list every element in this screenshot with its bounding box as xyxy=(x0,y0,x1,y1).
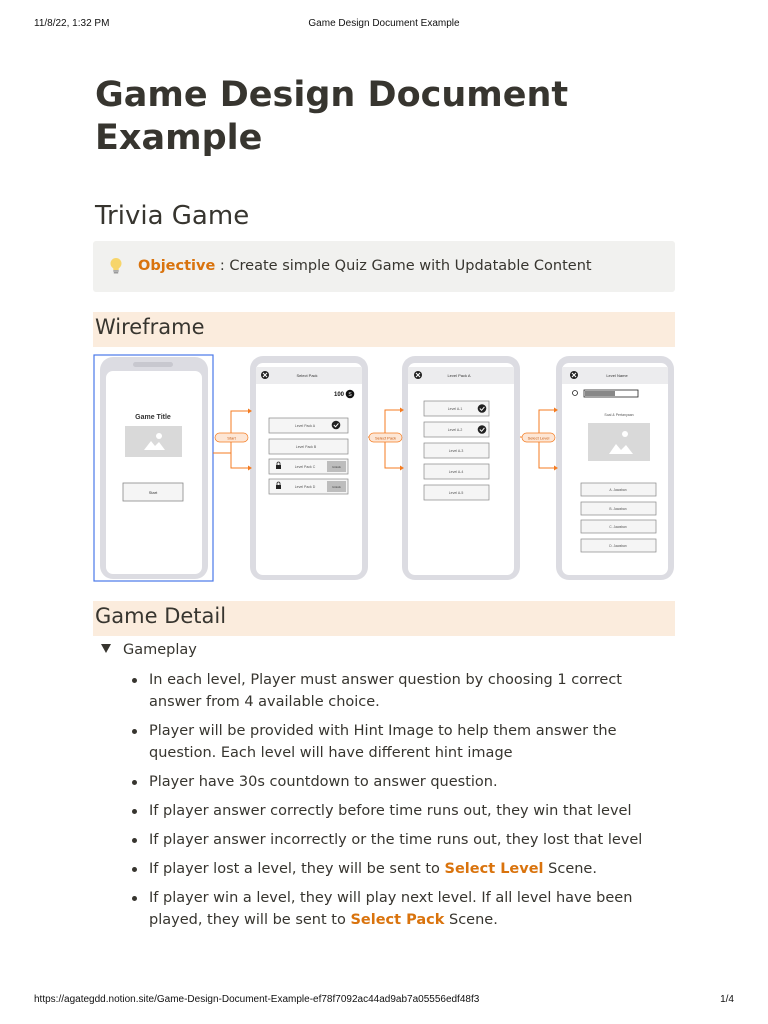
wf-game-title: Game Title xyxy=(135,414,171,421)
svg-text:Level Pack B: Level Pack B xyxy=(295,445,317,449)
svg-text:Select Level: Select Level xyxy=(527,435,550,441)
select-level-link[interactable]: Select Level xyxy=(444,861,544,877)
page-title: Game Design Document Example xyxy=(95,75,569,158)
wf-arrow-label-select-level xyxy=(522,433,555,442)
svg-text:100: 100 xyxy=(333,392,345,398)
svg-text:D. Jawaban: D. Jawaban xyxy=(609,544,627,548)
svg-text:Level A-5: Level A-5 xyxy=(448,491,464,495)
wireframe-screen-select-pack xyxy=(250,356,368,580)
list-item: In each level, Player must answer question by choosing 1 correct answer from 4 available choice. xyxy=(129,669,669,713)
gameplay-toggle-label: Gameplay xyxy=(123,642,197,658)
svg-text:Select Pack: Select Pack xyxy=(296,373,318,378)
heading-trivia-game: Trivia Game xyxy=(95,201,250,231)
triangle-down-icon[interactable] xyxy=(101,644,111,653)
svg-text:S: S xyxy=(348,392,352,398)
wireframe-screen-title xyxy=(94,355,213,581)
svg-text:Level Pack C: Level Pack C xyxy=(294,465,316,469)
svg-text:Start: Start xyxy=(227,435,236,441)
wf-arrow-label-start xyxy=(215,433,248,442)
list-item: If player win a level, they will play next level. If all level have been played, they will be sent to Select Pack Scene. xyxy=(129,887,669,931)
wireframe-screen-level-pack xyxy=(402,356,520,580)
list-item: If player lost a level, they will be sent to Select Level Scene. xyxy=(129,858,669,880)
list-item: Player have 30s countdown to answer question. xyxy=(129,771,669,793)
list-item: If player answer correctly before time runs out, they win that level xyxy=(129,800,669,822)
wf-arrow-label-select-pack xyxy=(369,433,402,442)
wireframe-screen-level xyxy=(556,356,674,580)
svg-text:Level Pack D: Level Pack D xyxy=(294,485,316,489)
svg-text:Soal & Pertanyaan: Soal & Pertanyaan xyxy=(604,413,634,417)
section-game-detail xyxy=(93,601,675,636)
select-pack-link[interactable]: Select Pack xyxy=(350,912,445,928)
gameplay-toggle[interactable] xyxy=(101,642,197,658)
gameplay-list xyxy=(129,669,669,938)
print-footer xyxy=(0,994,768,1008)
svg-text:B. Jawaban: B. Jawaban xyxy=(609,507,627,511)
svg-text:C. Jawaban: C. Jawaban xyxy=(609,525,627,529)
svg-text:Unlock: Unlock xyxy=(332,485,341,489)
svg-text:Select Pack: Select Pack xyxy=(374,435,397,441)
callout-body: : Create simple Quiz Game with Updatable Content xyxy=(215,258,592,274)
svg-text:Level A-4: Level A-4 xyxy=(448,470,464,474)
lightbulb-icon xyxy=(109,257,123,275)
wireframe-image xyxy=(93,353,675,583)
svg-text:Level Pack A: Level Pack A xyxy=(294,424,316,428)
list-item: If player answer incorrectly or the time runs out, they lost that level xyxy=(129,829,669,851)
svg-text:Unlock: Unlock xyxy=(332,465,341,469)
print-date: 11/8/22, 1:32 PM xyxy=(34,18,110,29)
section-game-detail-title: Game Detail xyxy=(95,604,227,628)
svg-text:Level A-2: Level A-2 xyxy=(447,428,463,432)
svg-text:Level A-3: Level A-3 xyxy=(448,449,464,453)
callout-text xyxy=(138,258,592,274)
page-number: 1/4 xyxy=(720,994,734,1005)
svg-text:A. Jawaban: A. Jawaban xyxy=(609,488,627,492)
svg-text:Level A-1: Level A-1 xyxy=(447,407,463,411)
print-title: Game Design Document Example xyxy=(308,18,460,29)
svg-text:Level Pack A: Level Pack A xyxy=(447,373,471,378)
list-item: Player will be provided with Hint Image to help them answer the question. Each level will have different hint image xyxy=(129,720,669,764)
wf-image-placeholder xyxy=(125,426,182,457)
svg-text:Level Name: Level Name xyxy=(606,373,628,378)
svg-text:Start: Start xyxy=(148,490,158,495)
print-url: https://agategdd.notion.site/Game-Design-Document-Example-ef78f7092ac44ad9ab7a05556edf48f3 xyxy=(34,994,480,1005)
section-wireframe xyxy=(93,312,675,347)
section-wireframe-title: Wireframe xyxy=(95,315,205,339)
callout-label: Objective xyxy=(138,258,216,274)
print-header xyxy=(0,18,768,32)
objective-callout xyxy=(93,241,675,292)
